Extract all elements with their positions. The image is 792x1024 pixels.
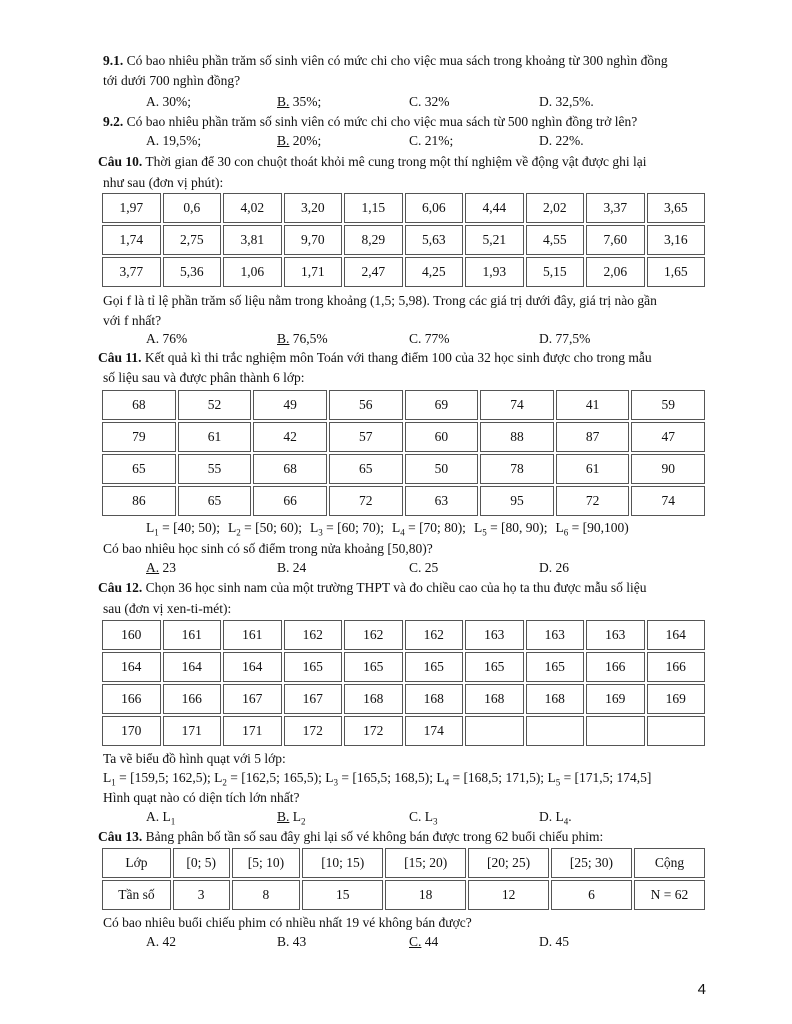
option-d — [539, 559, 569, 576]
interval-subscript: 4 — [400, 527, 405, 538]
table-cell: 60 — [405, 422, 479, 452]
table-cell: [15; 20) — [385, 848, 466, 878]
interval-name: L — [473, 520, 483, 535]
option-text: 26 — [552, 560, 569, 575]
q11-number: Câu 11. — [98, 350, 142, 365]
interval-name: L — [436, 770, 445, 785]
option-text: L — [289, 809, 302, 824]
option-text: 77% — [421, 331, 450, 346]
interval-name: L — [547, 770, 556, 785]
interval-subscript: 1 — [154, 527, 159, 538]
table-row — [102, 225, 705, 255]
table-cell: 5,21 — [465, 225, 524, 255]
table-cell: 4,55 — [526, 225, 585, 255]
interval-range: = [171,5; 174,5] — [560, 770, 652, 785]
page-number: 4 — [697, 981, 706, 998]
table-cell: 168 — [526, 684, 585, 714]
option-text: 21%; — [421, 133, 454, 148]
interval-name: L — [391, 520, 401, 535]
q12-height-table — [100, 618, 707, 748]
option-letter: C. — [409, 809, 422, 824]
option-d — [539, 330, 590, 347]
option-text: 20%; — [289, 133, 322, 148]
option-letter: B. — [277, 331, 290, 346]
table-cell: 61 — [556, 454, 630, 484]
q12-options — [0, 808, 792, 825]
table-cell: 2,47 — [344, 257, 403, 287]
interval-2 — [214, 770, 326, 788]
table-cell: 167 — [223, 684, 282, 714]
option-letter: B. — [277, 560, 290, 575]
table-cell: 169 — [586, 684, 645, 714]
option-text: 45 — [552, 934, 569, 949]
option-c — [409, 330, 450, 347]
table-cell: 72 — [556, 486, 630, 516]
table-cell: 47 — [631, 422, 705, 452]
table-row — [102, 193, 705, 223]
option-letter: D. — [539, 133, 553, 148]
option-b — [277, 132, 321, 149]
table-cell — [647, 716, 706, 746]
table-cell: 3,20 — [284, 193, 343, 223]
option-d — [539, 933, 569, 950]
table-cell: 161 — [163, 620, 222, 650]
table-cell: 69 — [405, 390, 479, 420]
table-cell: 9,70 — [284, 225, 343, 255]
interval-subscript: 6 — [563, 527, 569, 538]
interval-range: = [168,5; 171,5); — [449, 770, 548, 785]
interval-subscript: 5 — [482, 527, 487, 538]
table-cell: 65 — [329, 454, 403, 484]
interval-range: = [159,5; 162,5); — [115, 770, 215, 785]
table-cell: 164 — [163, 652, 222, 682]
option-subscript: 2 — [301, 816, 306, 827]
option-b — [277, 559, 306, 576]
q12-text: Chọn 36 học sinh nam của một trường THPT và đo chiều cao của họ ta thu được mẫu số liệu — [145, 580, 647, 595]
table-row — [102, 880, 705, 910]
table-row — [102, 684, 705, 714]
table-cell: 163 — [586, 620, 645, 650]
q11-line1 — [98, 349, 707, 366]
table-cell: 74 — [631, 486, 705, 516]
option-text: L — [159, 809, 171, 824]
q10-line1 — [98, 153, 707, 170]
option-b — [277, 330, 328, 347]
table-cell: [25; 30) — [551, 848, 632, 878]
q10-number: Câu 10. — [98, 154, 143, 169]
table-cell: 170 — [102, 716, 161, 746]
q12-line1 — [98, 579, 707, 596]
option-text: 25 — [421, 560, 439, 575]
interval-name: L — [146, 520, 155, 535]
option-c — [409, 132, 453, 149]
option-letter: B. — [277, 934, 290, 949]
option-letter: C. — [409, 560, 422, 575]
table-cell: [5; 10) — [232, 848, 301, 878]
table-cell: 162 — [284, 620, 343, 650]
option-a — [146, 933, 176, 950]
interval-name: L — [309, 520, 319, 535]
table-cell: 165 — [465, 652, 524, 682]
option-subscript: 1 — [170, 816, 176, 827]
table-cell: 41 — [556, 390, 630, 420]
table-cell: 3,65 — [647, 193, 706, 223]
option-a — [146, 93, 191, 110]
q10-data-table — [100, 191, 707, 289]
interval-3 — [309, 520, 384, 538]
table-cell: 95 — [480, 486, 554, 516]
table-cell: 3,77 — [102, 257, 161, 287]
option-text: 43 — [289, 934, 307, 949]
table-cell: 1,71 — [284, 257, 343, 287]
table-row — [102, 257, 705, 287]
interval-range: = [90,100) — [568, 520, 629, 535]
table-cell: Tần số — [102, 880, 171, 910]
table-cell: 169 — [647, 684, 706, 714]
table-cell: 50 — [405, 454, 479, 484]
option-a — [146, 330, 187, 347]
option-text: 76,5% — [289, 331, 328, 346]
table-cell: 42 — [253, 422, 327, 452]
option-letter: D. — [539, 331, 553, 346]
interval-name: L — [555, 520, 564, 535]
option-letter: D. — [539, 560, 553, 575]
table-cell: 162 — [405, 620, 464, 650]
interval-name: L — [325, 770, 334, 785]
table-cell: 59 — [631, 390, 705, 420]
table-cell: 0,6 — [163, 193, 222, 223]
q9-2-line — [103, 113, 707, 130]
interval-range: = [162,5; 165,5); — [226, 770, 326, 785]
interval-1 — [103, 770, 215, 788]
interval-4 — [391, 520, 466, 538]
q12-question: Hình quạt nào có diện tích lớn nhất? — [103, 790, 300, 805]
interval-1 — [146, 520, 220, 538]
interval-subscript: 5 — [555, 777, 561, 788]
option-b — [277, 933, 306, 950]
q9-1-options — [0, 93, 792, 110]
table-cell: [10; 15) — [302, 848, 383, 878]
table-cell: 168 — [405, 684, 464, 714]
table-cell: [20; 25) — [468, 848, 549, 878]
interval-2 — [227, 520, 302, 538]
table-cell: 74 — [480, 390, 554, 420]
option-a — [146, 132, 201, 149]
option-text: 32% — [421, 94, 450, 109]
table-cell: 8,29 — [344, 225, 403, 255]
table-cell: 57 — [329, 422, 403, 452]
table-cell: 90 — [631, 454, 705, 484]
q11-line2: số liệu sau và được phân thành 6 lớp: — [103, 370, 305, 385]
option-c — [409, 93, 450, 110]
q13-text: Bảng phân bố tần số sau đây ghi lại số vé không bán được trong 62 buổi chiếu phim: — [145, 829, 604, 844]
q13-question: Có bao nhiêu buổi chiếu phim có nhiều nhất 19 vé không bán được? — [103, 915, 472, 930]
interval-range: = [50; 60); — [240, 520, 302, 535]
table-row — [102, 390, 705, 420]
table-cell: [0; 5) — [173, 848, 230, 878]
table-cell: 166 — [102, 684, 161, 714]
interval-name: L — [103, 770, 112, 785]
table-cell: 6 — [551, 880, 632, 910]
interval-range: = [60; 70); — [322, 520, 384, 535]
table-cell: Cộng — [634, 848, 705, 878]
interval-subscript: 2 — [222, 777, 227, 788]
table-cell: 18 — [385, 880, 466, 910]
interval-range: = [165,5; 168,5); — [337, 770, 437, 785]
interval-5 — [547, 770, 652, 788]
table-row — [102, 716, 705, 746]
interval-3 — [325, 770, 437, 788]
table-cell: 4,44 — [465, 193, 524, 223]
option-text: 42 — [159, 934, 176, 949]
table-cell: 52 — [178, 390, 252, 420]
table-cell: 61 — [178, 422, 252, 452]
table-cell: N = 62 — [634, 880, 705, 910]
table-cell: 1,74 — [102, 225, 161, 255]
table-cell: 168 — [344, 684, 403, 714]
option-text: 77,5% — [552, 331, 591, 346]
table-cell: 55 — [178, 454, 252, 484]
table-cell: 166 — [586, 652, 645, 682]
option-c — [409, 933, 438, 950]
table-cell: 87 — [556, 422, 630, 452]
table-cell: 172 — [344, 716, 403, 746]
option-letter: C. — [409, 94, 422, 109]
table-cell — [526, 716, 585, 746]
q12-draw-text: Ta vẽ biểu đồ hình quạt với 5 lớp: — [103, 751, 286, 766]
q12-number: Câu 12. — [98, 580, 143, 595]
option-text: 32,5%. — [552, 94, 594, 109]
table-cell — [586, 716, 645, 746]
table-cell: 5,36 — [163, 257, 222, 287]
option-letter: D. — [539, 934, 553, 949]
option-letter: C. — [409, 331, 422, 346]
table-row — [102, 454, 705, 484]
table-cell: 5,15 — [526, 257, 585, 287]
q10-after-line2: với f nhất? — [103, 313, 162, 328]
table-cell: 174 — [405, 716, 464, 746]
interval-6 — [555, 520, 629, 538]
interval-subscript: 3 — [333, 777, 338, 788]
q9-2-text: Có bao nhiêu phần trăm số sinh viên có mức chi cho việc mua sách từ 500 nghìn đồng trở lên? — [126, 114, 638, 129]
interval-name: L — [227, 520, 237, 535]
table-cell: 3 — [173, 880, 230, 910]
table-cell: 172 — [284, 716, 343, 746]
table-cell: 165 — [526, 652, 585, 682]
option-letter: B. — [277, 94, 290, 109]
table-cell — [465, 716, 524, 746]
q11-options — [0, 559, 792, 576]
table-cell: 164 — [647, 620, 706, 650]
table-row — [102, 620, 705, 650]
option-text: L — [421, 809, 434, 824]
option-letter: D. — [539, 809, 553, 824]
q10-text: Thời gian để 30 con chuột thoát khỏi mê cung trong một thí nghiệm về động vật được ghi lại — [145, 154, 647, 169]
table-cell: 56 — [329, 390, 403, 420]
table-cell: 2,02 — [526, 193, 585, 223]
table-cell: 68 — [102, 390, 176, 420]
table-cell: 8 — [232, 880, 301, 910]
table-cell: 1,15 — [344, 193, 403, 223]
table-cell: 2,06 — [586, 257, 645, 287]
option-letter: B. — [277, 133, 290, 148]
option-text: 22%. — [552, 133, 584, 148]
option-d — [539, 132, 584, 149]
table-cell: 5,63 — [405, 225, 464, 255]
table-cell: 167 — [284, 684, 343, 714]
table-cell: 160 — [102, 620, 161, 650]
table-cell: 168 — [465, 684, 524, 714]
table-cell: 2,75 — [163, 225, 222, 255]
q11-text: Kết quả kì thi trắc nghiệm môn Toán với thang điểm 100 của 32 học sinh được cho trong mẫu — [144, 350, 652, 365]
option-text: 35%; — [289, 94, 322, 109]
table-cell: 1,97 — [102, 193, 161, 223]
q10-line2: như sau (đơn vị phút): — [103, 175, 224, 190]
table-cell: 88 — [480, 422, 554, 452]
table-cell: 4,25 — [405, 257, 464, 287]
option-b — [277, 93, 321, 110]
q10-options — [0, 330, 792, 347]
q9-1-number: 9.1. — [103, 53, 124, 68]
q9-1-line2: tới dưới 700 nghìn đồng? — [103, 73, 241, 88]
option-d — [539, 93, 594, 110]
option-text: 44 — [421, 934, 439, 949]
table-cell: 171 — [223, 716, 282, 746]
table-cell: 3,81 — [223, 225, 282, 255]
option-text: L — [552, 809, 564, 824]
table-cell: 63 — [405, 486, 479, 516]
interval-4 — [436, 770, 548, 788]
table-cell: 6,06 — [405, 193, 464, 223]
option-letter: D. — [539, 94, 553, 109]
table-row — [102, 422, 705, 452]
table-cell: 86 — [102, 486, 176, 516]
q9-2-number: 9.2. — [103, 114, 124, 129]
table-cell: 165 — [405, 652, 464, 682]
table-cell: 171 — [163, 716, 222, 746]
option-text: 23 — [159, 560, 176, 575]
option-subscript: 4 — [563, 816, 569, 827]
q11-score-table — [100, 388, 707, 518]
q10-after-line1: Gọi f là tỉ lệ phần trăm số liệu nằm trong khoảng (1,5; 5,98). Trong các giá trị dưới đây, giá trị nào gần — [103, 293, 657, 308]
table-cell: 4,02 — [223, 193, 282, 223]
table-cell: 162 — [344, 620, 403, 650]
table-cell: 68 — [253, 454, 327, 484]
table-cell: 166 — [163, 684, 222, 714]
table-cell: 166 — [647, 652, 706, 682]
option-tail: . — [568, 809, 572, 824]
table-cell: 65 — [178, 486, 252, 516]
table-cell: 1,93 — [465, 257, 524, 287]
q12-line2: sau (đơn vị xen-ti-mét): — [103, 601, 232, 616]
interval-name: L — [214, 770, 223, 785]
q9-1-line1 — [103, 52, 707, 69]
table-cell: 49 — [253, 390, 327, 420]
option-letter: C. — [409, 133, 422, 148]
interval-range: = [40; 50); — [158, 520, 220, 535]
interval-range: = [80, 90); — [486, 520, 548, 535]
table-cell: 12 — [468, 880, 549, 910]
interval-subscript: 1 — [111, 777, 116, 788]
table-cell: 79 — [102, 422, 176, 452]
option-c — [409, 559, 438, 576]
table-cell: 78 — [480, 454, 554, 484]
table-row — [102, 848, 705, 878]
q9-1-text: Có bao nhiêu phần trăm số sinh viên có mức chi cho việc mua sách trong khoảng từ 300 nghìn đồng — [126, 53, 668, 68]
table-cell: 164 — [223, 652, 282, 682]
q11-question: Có bao nhiêu học sinh có số điểm trong nửa khoảng [50,80)? — [103, 541, 433, 556]
table-cell: 3,16 — [647, 225, 706, 255]
option-letter: A. — [146, 331, 160, 346]
option-letter: A. — [146, 94, 160, 109]
q13-line1 — [98, 828, 707, 845]
table-cell: Lớp — [102, 848, 171, 878]
option-letter: A. — [146, 934, 160, 949]
table-cell: 1,65 — [647, 257, 706, 287]
option-letter: A. — [146, 560, 160, 575]
interval-subscript: 2 — [236, 527, 241, 538]
interval-subscript: 4 — [444, 777, 450, 788]
option-text: 30%; — [159, 94, 191, 109]
table-row — [102, 652, 705, 682]
q13-options — [0, 933, 792, 950]
option-letter: B. — [277, 809, 290, 824]
table-cell: 1,06 — [223, 257, 282, 287]
interval-range: = [70; 80); — [404, 520, 466, 535]
option-letter: A. — [146, 809, 160, 824]
interval-5 — [473, 520, 548, 538]
table-cell: 163 — [465, 620, 524, 650]
table-cell: 66 — [253, 486, 327, 516]
table-cell: 3,37 — [586, 193, 645, 223]
interval-subscript: 3 — [318, 527, 323, 538]
q9-2-options — [0, 132, 792, 149]
table-cell: 72 — [329, 486, 403, 516]
table-row — [102, 486, 705, 516]
table-cell: 163 — [526, 620, 585, 650]
option-subscript: 3 — [433, 816, 438, 827]
q13-frequency-table — [100, 846, 707, 912]
table-cell: 65 — [102, 454, 176, 484]
option-text: 76% — [159, 331, 188, 346]
table-cell: 15 — [302, 880, 383, 910]
table-cell: 7,60 — [586, 225, 645, 255]
q11-intervals — [146, 519, 629, 542]
option-text: 24 — [289, 560, 307, 575]
option-letter: A. — [146, 133, 160, 148]
table-cell: 165 — [344, 652, 403, 682]
table-cell: 161 — [223, 620, 282, 650]
table-cell: 165 — [284, 652, 343, 682]
q13-number: Câu 13. — [98, 829, 143, 844]
option-letter: C. — [409, 934, 422, 949]
table-cell: 164 — [102, 652, 161, 682]
option-a — [146, 559, 176, 576]
option-text: 19,5%; — [159, 133, 202, 148]
